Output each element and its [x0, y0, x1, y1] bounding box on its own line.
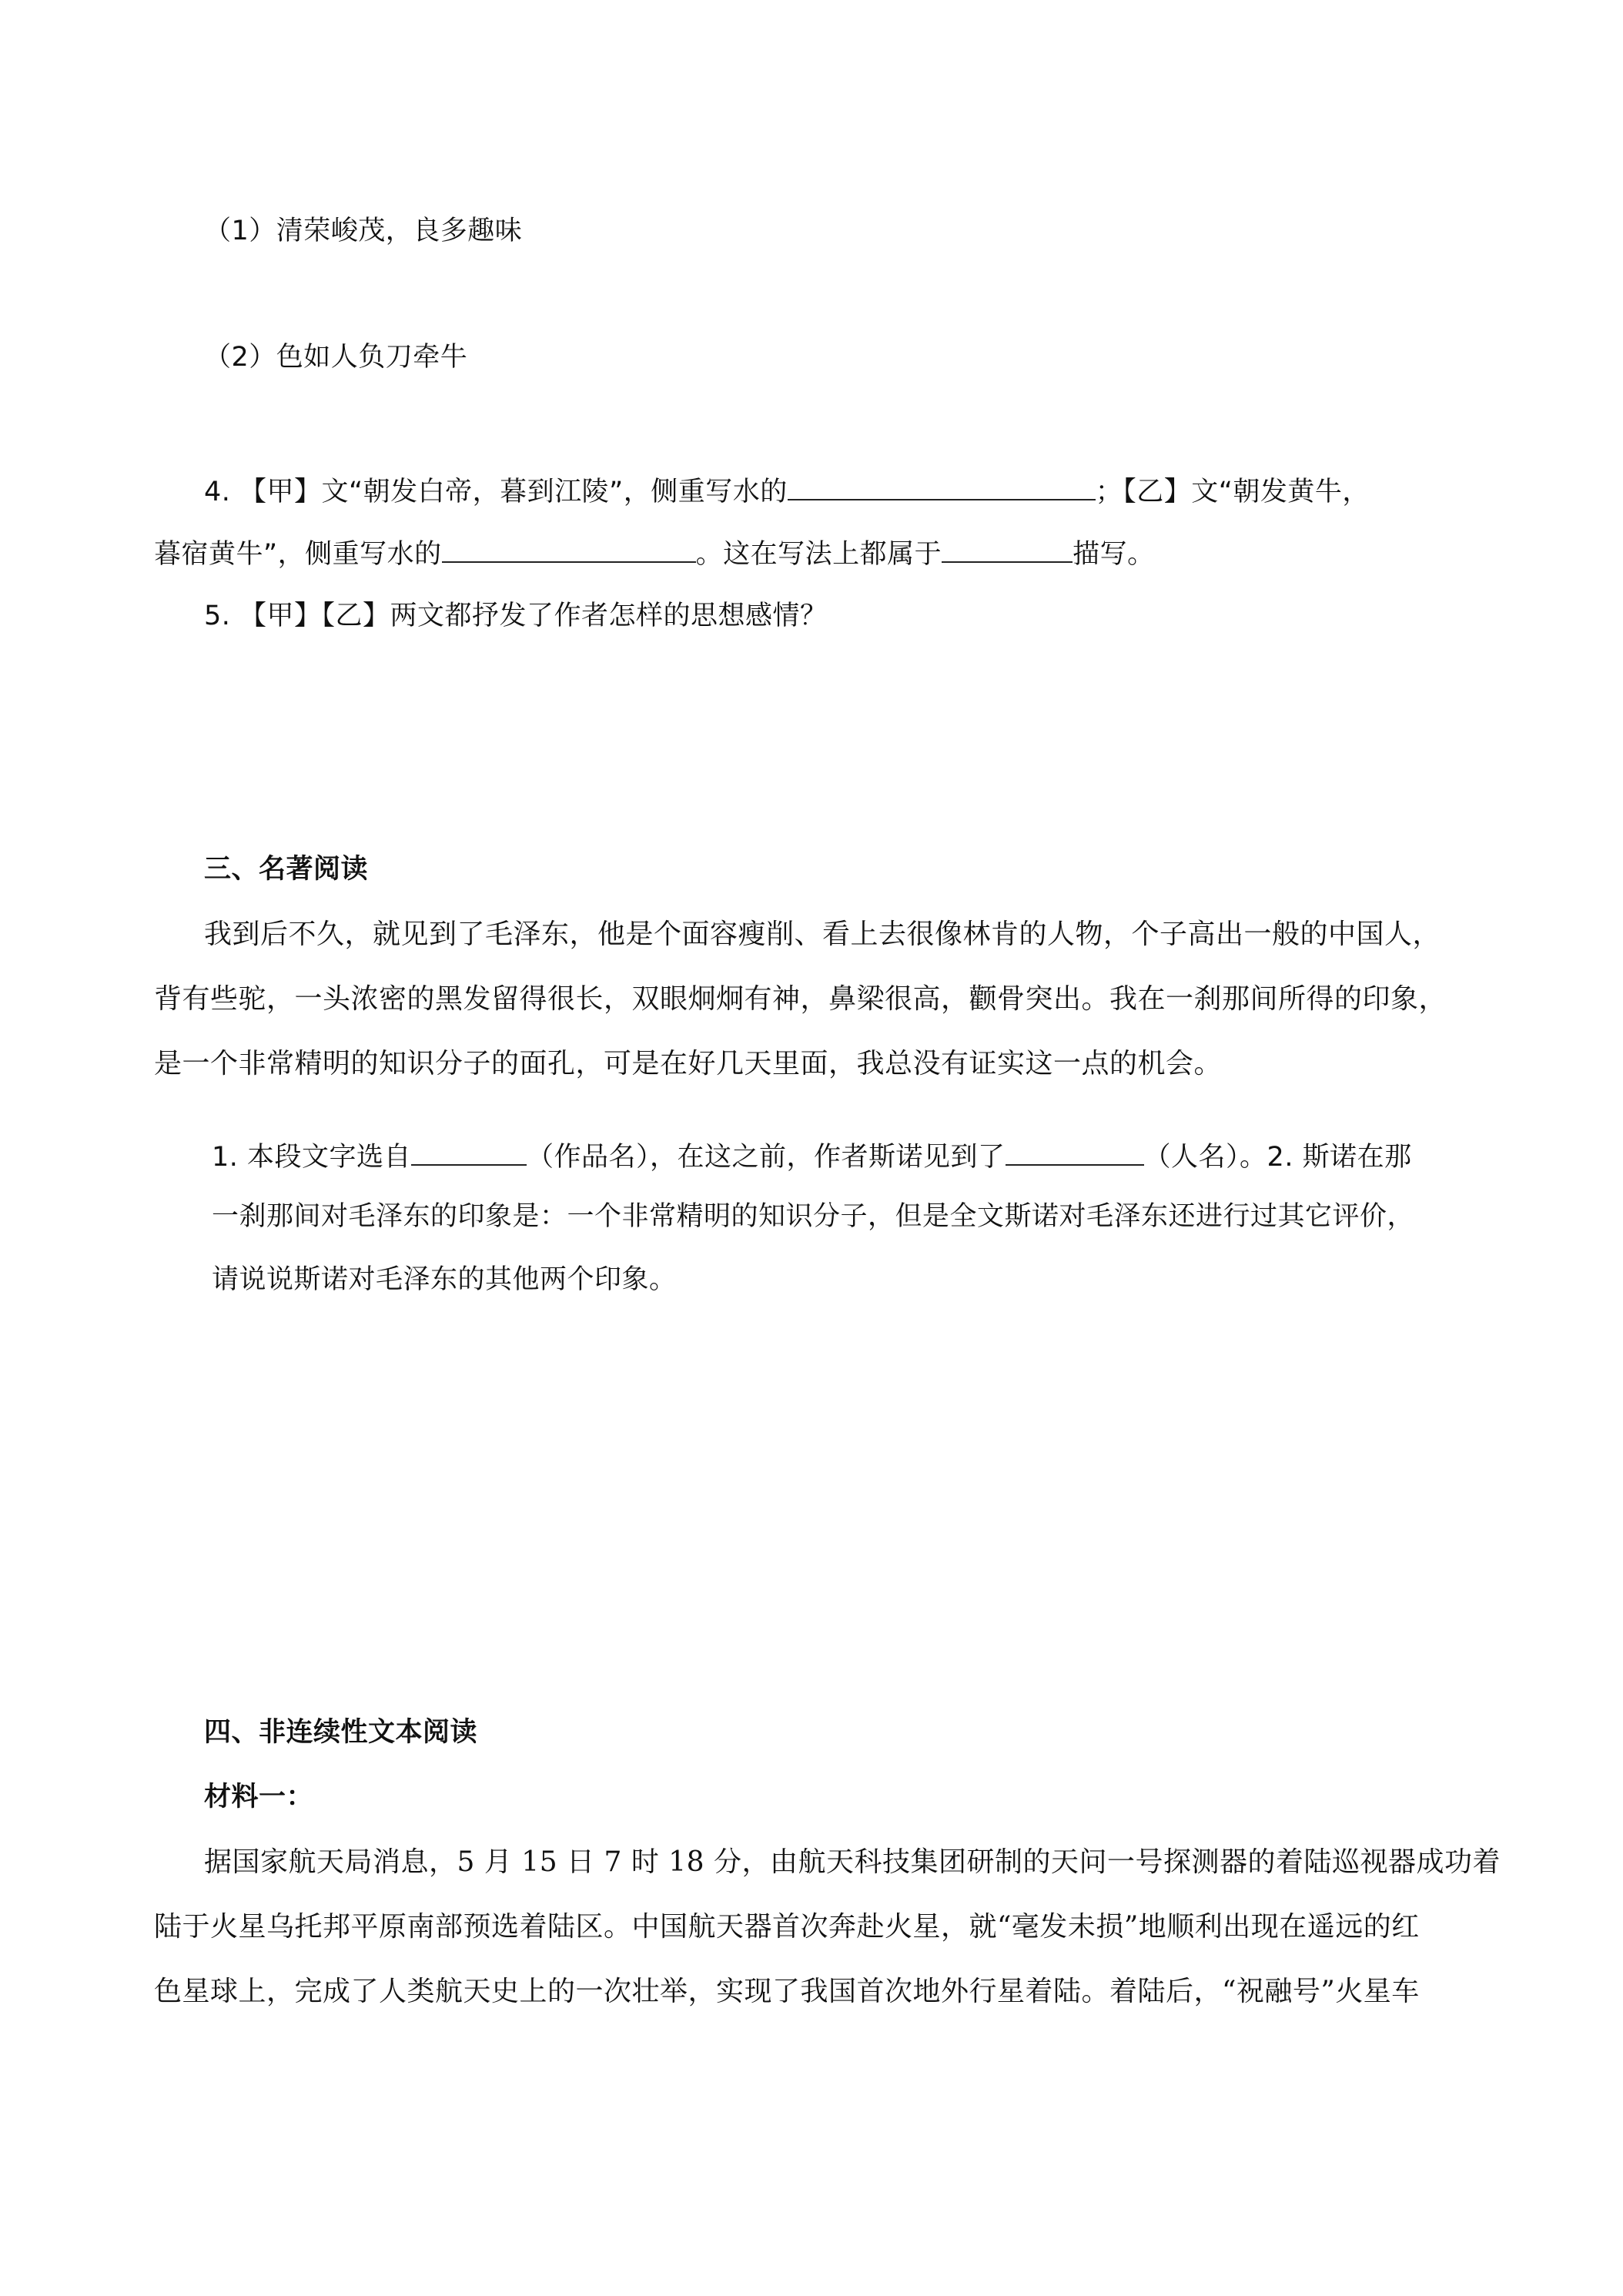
question-4-text-e: 描写。	[1073, 539, 1155, 570]
section-3-question-line1	[212, 1140, 1412, 1171]
question-4-line1	[204, 474, 1370, 506]
answer-blank[interactable]	[942, 537, 1073, 563]
passage-line-1: 我到后不久，就见到了毛泽东，他是个面容瘦削、看上去很像林肯的人物，个子高出一般的中国人，	[204, 919, 1441, 950]
material-1-line-2: 陆于火星乌托邦平原南部预选着陆区。中国航天器首次奔赴火星，就“毫发未损”地顺利出现在遥远的红	[154, 1911, 1420, 1943]
answer-blank[interactable]	[442, 537, 696, 563]
passage-line-2: 背有些驼，一头浓密的黑发留得很长，双眼炯炯有神，鼻梁很高，颧骨突出。我在一刹那间所得的印象，	[154, 983, 1447, 1015]
question-4-text-d: 。这在写法上都属于	[695, 539, 942, 570]
material-1-line-1: 据国家航天局消息，5 月 15 日 7 时 18 分，由航天科技集团研制的天问一号探测器的着陆巡视器成功着	[204, 1846, 1501, 1878]
passage-line-3: 是一个非常精明的知识分子的面孔，可是在好几天里面，我总没有证实这一点的机会。	[154, 1048, 1223, 1079]
question-4-text-a: 4. 【甲】文“朝发白帝，暮到江陵”，侧重写水的	[204, 477, 788, 507]
section-3-question-text-a: 1. 本段文字选自	[212, 1142, 412, 1173]
material-label: 材料一：	[204, 1782, 314, 1812]
answer-blank[interactable]	[411, 1140, 527, 1166]
section-3-question-text-b: （作品名），在这之前，作者斯诺见到了	[527, 1142, 1006, 1173]
section-4-heading: 四、非连续性文本阅读	[204, 1717, 478, 1748]
question-5: 5. 【甲】【乙】两文都抒发了作者怎样的思想感情？	[204, 601, 828, 631]
section-3-question-line2: 一刹那间对毛泽东的印象是：一个非常精明的知识分子，但是全文斯诺对毛泽东还进行过其它评价，	[212, 1201, 1415, 1232]
question-4-text-c: 暮宿黄牛”，侧重写水的	[154, 539, 442, 570]
section-3-question-text-c: （人名）。2. 斯诺在那	[1143, 1142, 1412, 1173]
translation-item-2: （2）色如人负刀牵牛	[204, 342, 468, 373]
answer-blank[interactable]	[1006, 1140, 1144, 1166]
section-3-heading: 三、名著阅读	[204, 854, 369, 885]
material-1-line-3: 色星球上，完成了人类航天史上的一次壮举，实现了我国首次地外行星着陆。着陆后，“祝融号”火星车	[154, 1976, 1420, 2007]
question-4-line2	[154, 537, 1155, 568]
section-3-question-line3: 请说说斯诺对毛泽东的其他两个印象。	[212, 1264, 677, 1295]
answer-blank[interactable]	[788, 474, 1096, 500]
question-4-text-b: ；【乙】文“朝发黄牛，	[1095, 477, 1370, 507]
translation-item-1: （1）清荣峻茂，良多趣味	[204, 216, 523, 246]
